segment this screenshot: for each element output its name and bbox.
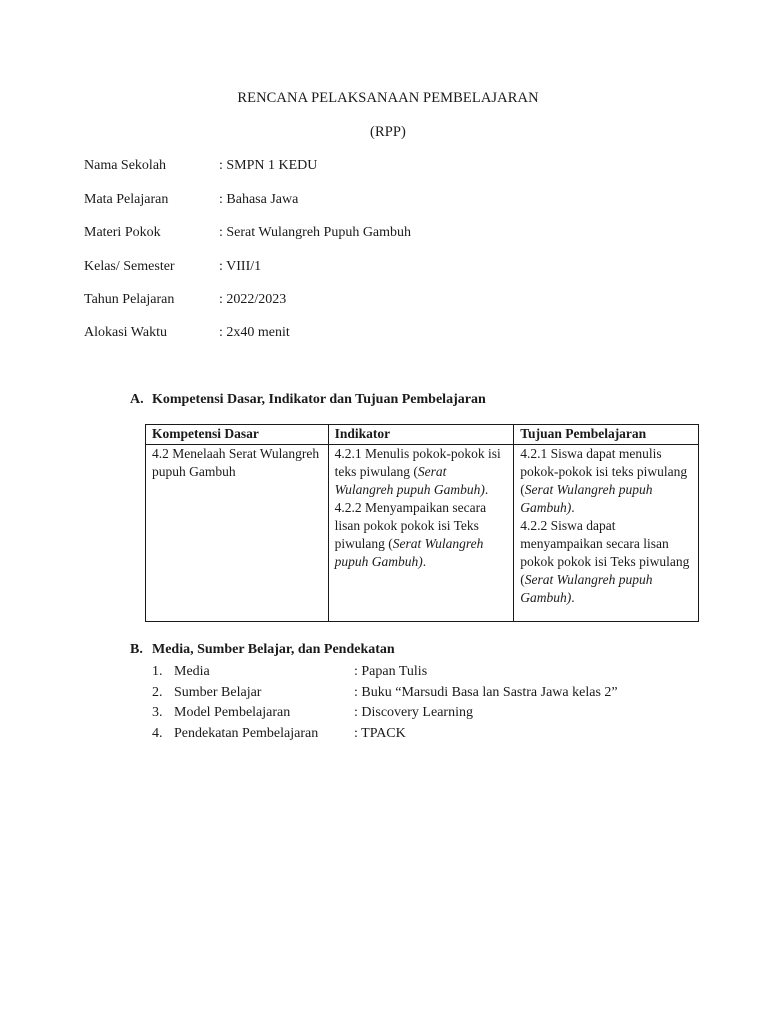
list-value: : Papan Tulis (354, 664, 428, 679)
list-label: Pendekatan Pembelajaran (174, 725, 319, 741)
section-letter: A. (130, 392, 144, 407)
list-number: 3. (152, 705, 163, 720)
info-label: Mata Pelajaran (84, 192, 169, 207)
list-number: 4. (152, 725, 163, 741)
indikator-item: 4.2.1 Menulis pokok-pokok isi teks piwulang (Serat Wulangreh pupuh Gambuh). (334, 446, 501, 497)
info-row-topic (84, 225, 411, 241)
list-value: : Discovery Learning (354, 705, 473, 720)
table-cell-tujuan (514, 445, 699, 622)
info-label: Materi Pokok (84, 225, 161, 240)
competency-table (145, 424, 699, 622)
list-item (152, 703, 618, 724)
document-title: RENCANA PELAKSANAAN PEMBELAJARAN (237, 90, 539, 106)
section-b-heading (130, 642, 395, 658)
section-letter: B. (130, 642, 143, 657)
kd-text: 4.2 Menelaah Serat Wulangreh pupuh Gambuh (152, 446, 320, 479)
info-value: : VIII/1 (219, 259, 262, 274)
info-label: Kelas/ Semester (84, 259, 175, 274)
info-value: : 2022/2023 (219, 292, 287, 307)
info-row-year (84, 292, 286, 308)
table-header: Tujuan Pembelajaran (514, 425, 699, 445)
section-title: Kompetensi Dasar, Indikator dan Tujuan Pembelajaran (152, 392, 486, 407)
info-row-subject (84, 192, 298, 208)
section-title: Media, Sumber Belajar, dan Pendekatan (152, 642, 395, 657)
info-label: Tahun Pelajaran (84, 292, 175, 307)
table-header: Kompetensi Dasar (146, 425, 329, 445)
tujuan-item: 4.2.2 Siswa dapat menyampaikan secara lisan pokok pokok isi Teks piwulang (Serat Wulangreh pupuh Gambuh). (520, 518, 690, 605)
list-label: Media (174, 664, 210, 679)
table-cell-indikator (328, 445, 514, 622)
list-value: : Buku “Marsudi Basa lan Sastra Jawa kelas 2” (354, 684, 618, 700)
info-value: : SMPN 1 KEDU (219, 158, 318, 173)
info-value: : Serat Wulangreh Pupuh Gambuh (219, 225, 412, 240)
table-header-row (146, 425, 699, 445)
list-value: : TPACK (354, 725, 406, 741)
document-subtitle: (RPP) (370, 124, 406, 140)
info-row-time (84, 325, 290, 341)
list-number: 2. (152, 684, 163, 700)
table-header: Indikator (328, 425, 514, 445)
indikator-item: 4.2.2 Menyampaikan secara lisan pokok pokok isi Teks piwulang (Serat Wulangreh pupuh Gambuh). (334, 500, 487, 569)
list-label: Sumber Belajar (174, 684, 262, 700)
list-label: Model Pembelajaran (174, 705, 291, 720)
info-row-school (84, 158, 317, 174)
info-value: : 2x40 menit (219, 325, 290, 340)
list-item (152, 683, 618, 704)
tujuan-item: 4.2.1 Siswa dapat menulis pokok-pokok isi teks piwulang (Serat Wulangreh pupuh Gambuh). (520, 446, 688, 515)
list-item (152, 662, 618, 683)
info-row-class (84, 259, 261, 275)
media-list (152, 662, 618, 744)
list-item (152, 724, 618, 745)
info-value: : Bahasa Jawa (219, 192, 299, 207)
list-number: 1. (152, 664, 163, 679)
info-label: Alokasi Waktu (84, 325, 167, 340)
section-a-heading (130, 392, 486, 408)
table-cell-kd (146, 445, 329, 622)
table-row (146, 445, 699, 622)
info-label: Nama Sekolah (84, 158, 167, 173)
